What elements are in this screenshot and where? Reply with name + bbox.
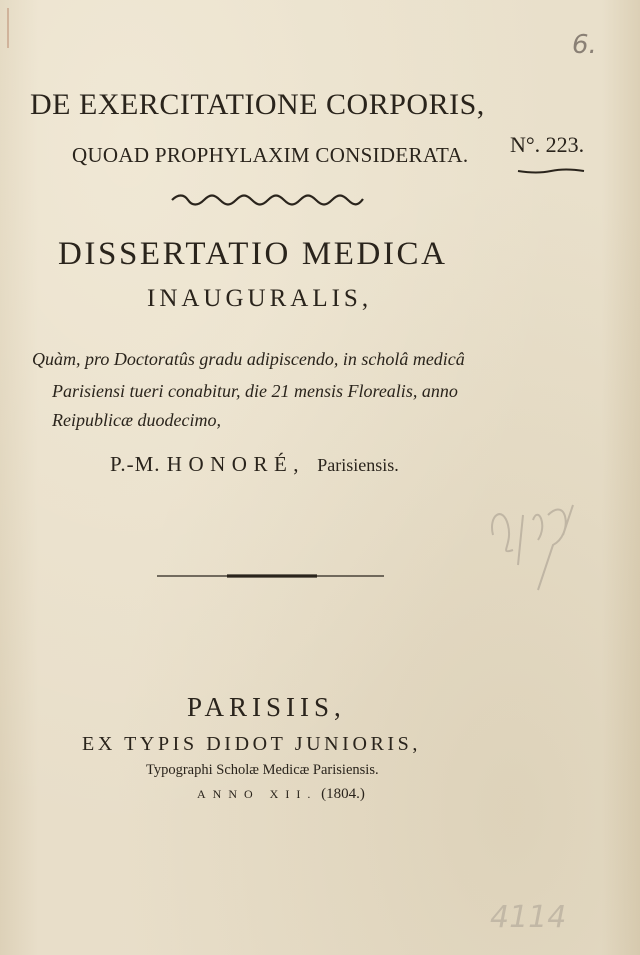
author-surname: HONORÉ, <box>166 452 306 476</box>
author-origin: Parisiensis. <box>317 455 399 475</box>
horizontal-rule <box>157 574 384 578</box>
author-line <box>110 452 399 477</box>
anno-label: ANNO XII. <box>197 787 318 801</box>
dissertation-heading: DISSERTATIO MEDICA <box>58 236 448 272</box>
imprint-year-line <box>197 786 365 803</box>
bottom-pencil-number: 4114 <box>490 900 567 935</box>
imprint-printer-title: Typographi Scholæ Medicæ Parisiensis. <box>146 762 379 778</box>
title-line-1: DE EXERCITATIONE CORPORIS, <box>30 88 485 121</box>
edge-mark <box>6 8 10 48</box>
title-line-2: QUOAD PROPHYLAXIM CONSIDERATA. <box>72 143 469 167</box>
catalog-number: N°. 223. <box>510 132 585 157</box>
author-initials: P.-M. <box>110 452 161 476</box>
dissertation-subheading: INAUGURALIS, <box>147 285 373 312</box>
imprint-city: PARISIIS, <box>187 692 346 722</box>
paragraph-line-1: Quàm, pro Doctoratûs gradu adipiscendo, in scholâ medicâ <box>32 349 465 369</box>
imprint-year: (1804.) <box>321 786 365 802</box>
paragraph-line-2: Parisiensi tueri conabitur, die 21 mensis Florealis, anno <box>52 381 458 401</box>
paragraph-line-3: Reipublicæ duodecimo, <box>52 410 221 430</box>
ornament-divider <box>170 192 365 206</box>
number-underline <box>517 168 585 174</box>
handwritten-scrawl <box>478 495 588 595</box>
pencil-annotation: 6. <box>572 30 597 60</box>
imprint-printer: EX TYPIS DIDOT JUNIORIS, <box>82 733 422 755</box>
